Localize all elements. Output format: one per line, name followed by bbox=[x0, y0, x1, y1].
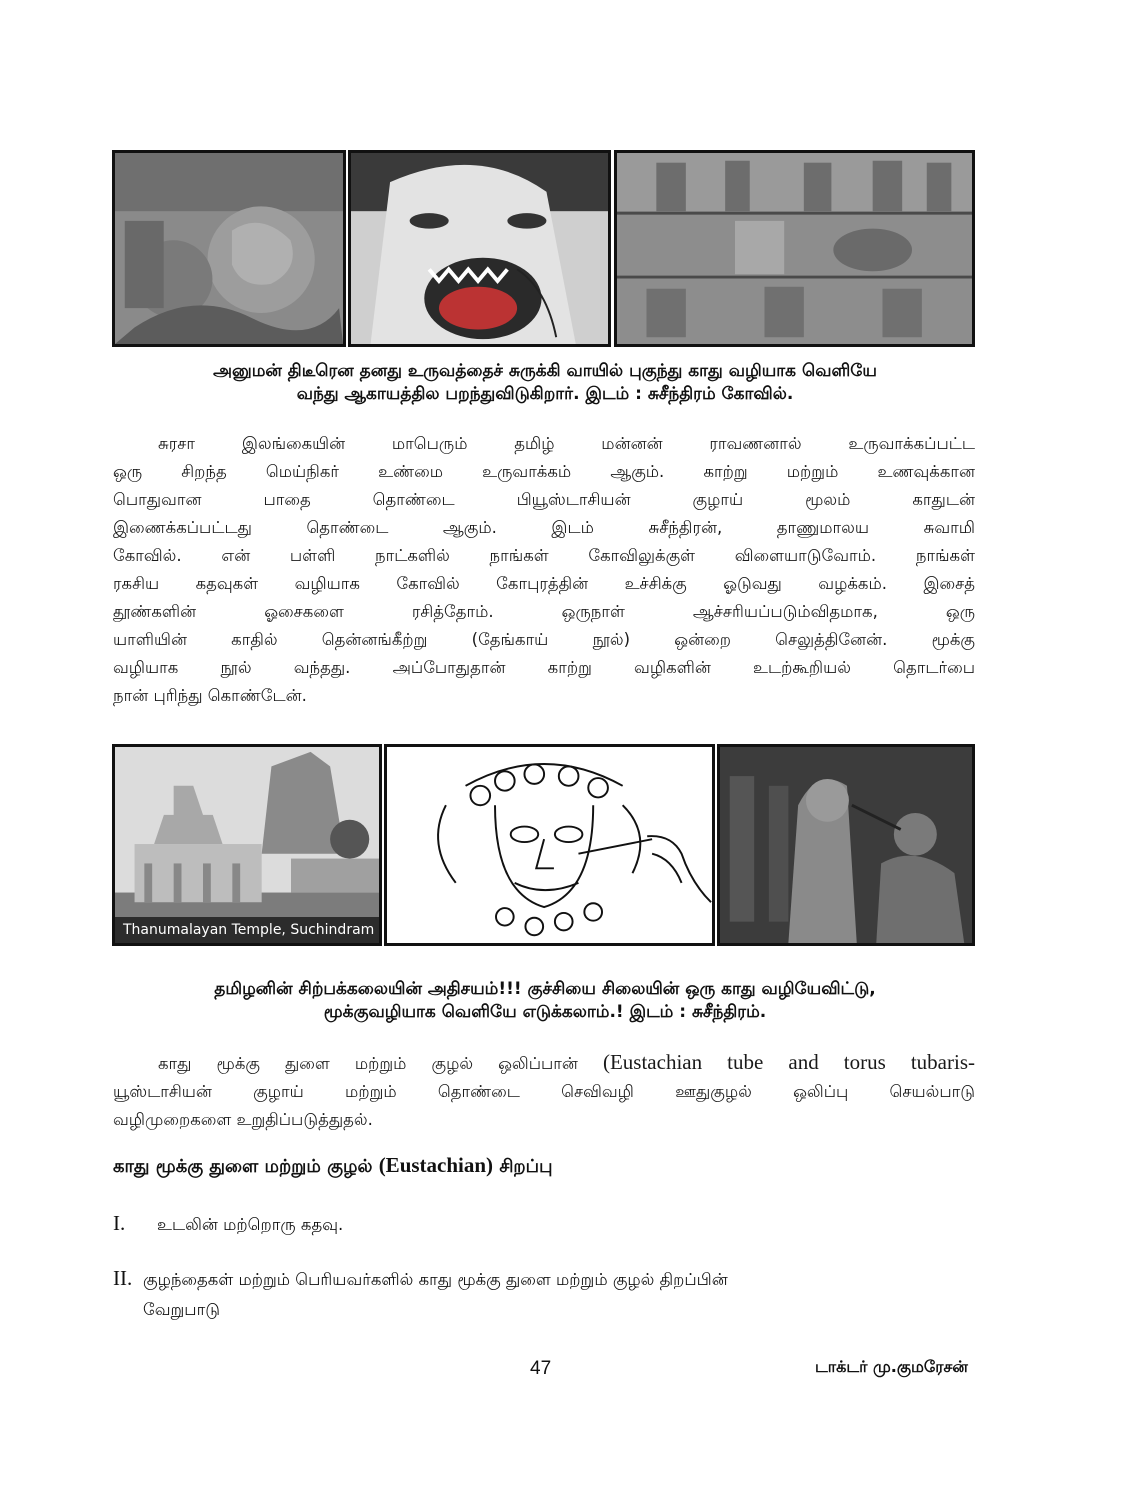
text-line: சுரசா இலங்கையின் மாபெரும் தமிழ் மன்னன் ராவணனால் உருவாக்கப்பட்ட bbox=[158, 434, 975, 453]
heading-latin: (Eustachian) bbox=[378, 1153, 494, 1177]
caption-line: தமிழனின் சிற்பக்கலையின் அதிசயம்!!! குச்சியை சிலையின் ஒரு காது வழியேவிட்டு, bbox=[214, 979, 876, 999]
section-heading bbox=[113, 1153, 552, 1179]
text-line: வழியாக நூல் வந்தது. அப்போதுதான் காற்று வழிகளின் உடற்கூறியல் தொடர்பை bbox=[113, 658, 975, 677]
page-number: 47 bbox=[530, 1358, 552, 1379]
text-line: யாளியின் காதில் தென்னங்கீற்று (தேங்காய் நூல்) ஒன்றை செலுத்தினேன். மூக்கு bbox=[113, 630, 975, 649]
text-tamil: காது மூக்கு துளை மற்றும் குழல் ஒலிப்பான் bbox=[158, 1054, 578, 1073]
text-line: ஒரு சிறந்த மெய்நிகர் உண்மை உருவாக்கம் ஆகும். காற்று மற்றும் உணவுக்கான bbox=[113, 462, 975, 481]
text-line: பொதுவான பாதை தொண்டை பியூஸ்டாசியன் குழாய் மூலம் காதுடன் bbox=[113, 490, 975, 509]
list-number: II. bbox=[113, 1266, 133, 1290]
text-line: தூண்களின் ஓசைகளை ரசித்தோம். ஒருநாள் ஆச்சரியப்படும்விதமாக, ஒரு bbox=[113, 602, 975, 621]
list-text: உடலின் மற்றொரு கதவு. bbox=[157, 1215, 344, 1234]
text-line: யூஸ்டாசியன் குழாய் மற்றும் தொண்டை செவிவழி ஊதுகுழல் ஒலிப்பு செயல்பாடு bbox=[113, 1082, 975, 1101]
text-line: ரகசிய கதவுகள் வழியாக கோவில் கோபுரத்தின் உச்சிக்கு ஓடுவது வழக்கம். இசைத் bbox=[113, 574, 975, 593]
heading-part: சிறப்பு bbox=[499, 1156, 553, 1177]
caption-line: வந்து ஆகாயத்தில பறந்துவிடுகிறார். இடம் : சுசீந்திரம் கோவில். bbox=[296, 384, 794, 404]
caption-bottom-images bbox=[110, 978, 980, 1024]
list-text: வேறுபாடு bbox=[143, 1300, 220, 1319]
text-line: இணைக்கப்பட்டது தொண்டை ஆகும். இடம் சுசீந்திரன், தாணுமாலய சுவாமி bbox=[113, 518, 975, 537]
caption-line: மூக்குவழியாக வெளியே எடுக்கலாம்.! இடம் : சுசீந்திரம். bbox=[323, 1002, 767, 1022]
list-text: குழந்தைகள் மற்றும் பெரியவர்களில் காது மூக்கு துளை மற்றும் குழல் திறப்பின் bbox=[143, 1270, 728, 1289]
photo-open-mouth-drawing bbox=[348, 150, 611, 347]
text-line bbox=[113, 1048, 975, 1078]
text-line: கோவில். என் பள்ளி நாட்களில் நாங்கள் கோவிலுக்குள் விளையாடுவோம். நாங்கள் bbox=[113, 546, 975, 565]
paragraph-eustachian bbox=[113, 1048, 975, 1134]
list-number: I. bbox=[113, 1211, 126, 1235]
paragraph-surasa bbox=[113, 430, 975, 710]
text-line: வழிமுறைகளை உறுதிப்படுத்துதல். bbox=[113, 1110, 373, 1129]
text-latin: (Eustachian tube and torus tubaris- bbox=[602, 1050, 975, 1074]
photo-hanuman-carving bbox=[112, 150, 346, 347]
photo-mural-painting bbox=[614, 150, 975, 347]
list-item bbox=[113, 1263, 728, 1325]
photo-thanumalayan-temple bbox=[112, 744, 382, 946]
drawing-yali-face-with-stick bbox=[384, 744, 715, 946]
image-label: Thanumalayan Temple, Suchindram bbox=[115, 917, 379, 943]
caption-top-images bbox=[110, 360, 980, 406]
caption-line: அனுமன் திடீரென தனது உருவத்தைச் சுருக்கி வாயில் புகுந்து காது வழியாக வெளியே bbox=[213, 361, 877, 381]
text-line: நான் புரிந்து கொண்டேன். bbox=[113, 686, 307, 705]
heading-part: காது மூக்கு துளை மற்றும் குழல் bbox=[113, 1156, 373, 1177]
photo-statue-demonstration bbox=[717, 744, 975, 946]
list-item bbox=[113, 1208, 343, 1240]
author-name: டாக்டர் மு.குமரேசன் bbox=[815, 1357, 968, 1376]
